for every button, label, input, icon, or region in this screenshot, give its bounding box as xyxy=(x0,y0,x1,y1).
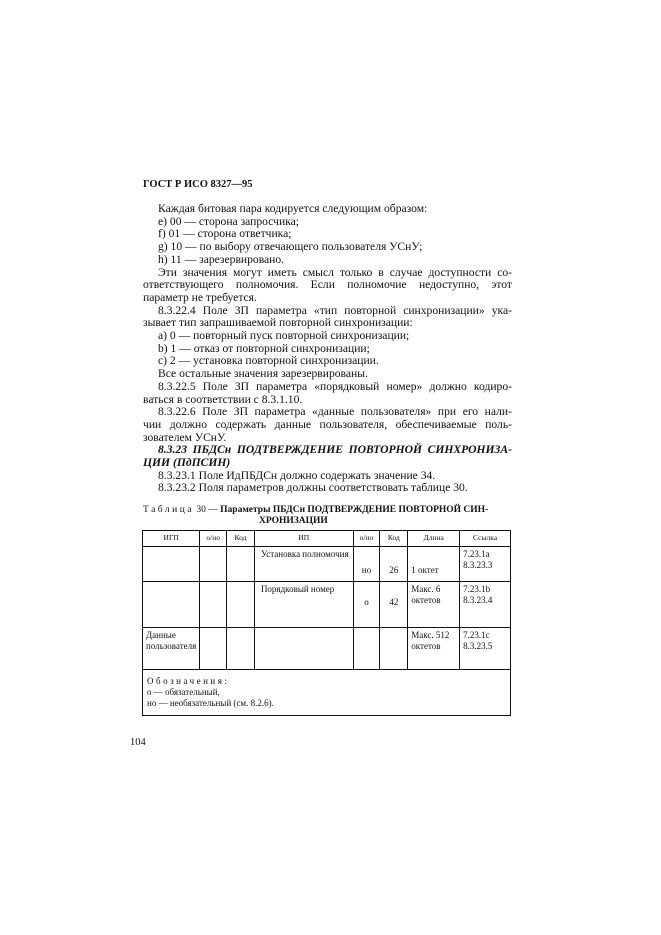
text-line: 8.3.22.6 Поле ЗП параметра «данные пользователя» при его нали- xyxy=(158,405,512,419)
text-line: Эти значения могут иметь смысл только в случае доступности со- xyxy=(158,265,512,279)
page-number: 104 xyxy=(130,737,146,748)
body-text xyxy=(143,203,512,495)
text-line: ваться в соответствии с 8.3.1.10. xyxy=(143,392,303,406)
text-line: 8.3.23.1 Поле ИдПБДСн должно содержать значение 34. xyxy=(158,468,436,482)
note-item: о — обязательный, xyxy=(147,687,220,697)
notes-title: Обозначения: xyxy=(147,676,230,686)
text-line: 8.3.22.4 Поле ЗП параметра «тип повторной синхронизации» ука- xyxy=(158,303,512,317)
text-line: 8.3.22.5 Поле ЗП параметра «порядковый номер» должно кодиро- xyxy=(158,379,512,393)
list-item: a) 0 — повторный пуск повторной синхронизации; xyxy=(158,329,410,343)
list-item: f) 01 — сторона ответчика; xyxy=(158,227,292,241)
parameters-table xyxy=(142,530,511,716)
table-header-row: ИГП о/но Код ИП о/но Код Длина Ссылка xyxy=(143,531,511,547)
text-line: зывает тип запрашиваемой повторной синхронизации: xyxy=(143,316,413,330)
document-header: ГОСТ Р ИСО 8327—95 xyxy=(143,179,253,190)
list-item: e) 00 — сторона запросчика; xyxy=(158,214,300,228)
note-item: но — необязательный (см. 8.2.6). xyxy=(147,698,274,708)
text-line: Все остальные значения зарезервированы. xyxy=(158,367,368,381)
table-caption: Таблица 30 — Параметры ПБДСн ПОДТВЕРЖДЕНИЕ ПОВТОРНОЙ СИН- ХРОНИЗАЦИИ xyxy=(143,505,489,526)
list-item: h) 11 — зарезервировано. xyxy=(158,252,285,266)
list-item: g) 10 — по выбору отвечающего пользователя УСнУ; xyxy=(158,240,423,254)
text-line: параметр не требуется. xyxy=(143,290,257,304)
text-line: зователем УСнУ. xyxy=(143,430,227,444)
text-line: Каждая битовая пара кодируется следующим образом: xyxy=(158,202,428,215)
table-row: Данные пользователя Макс. 512 октетов 7.23.1c 8.3.23.5 xyxy=(143,628,511,670)
text-line: 8.3.23.2 Поля параметров должны соответствовать таблице 30. xyxy=(158,481,468,495)
list-item: c) 2 — установка повторной синхронизации. xyxy=(158,354,379,368)
list-item: b) 1 — отказ от повторной синхронизации; xyxy=(158,341,370,355)
table-row: Порядковый номер о 42 Макс. 6 октетов 7.23.1b 8.3.23.4 xyxy=(143,582,511,628)
section-heading: ЦИИ (ПдПСИН) xyxy=(143,456,231,470)
table-row: Установка полномочия но 26 1 октет 7.23.1a 8.3.23.3 xyxy=(143,547,511,582)
text-line: ответствующего полномочия. Если полномочие недоступно, этот xyxy=(143,278,512,292)
text-line: чии должно содержать данные пользователя, обеспечиваемые поль- xyxy=(143,417,512,431)
section-heading: 8.3.23 ПБДСн ПОДТВЕРЖДЕНИЕ ПОВТОРНОЙ СИНХРОНИЗА- xyxy=(158,443,512,457)
table-notes-row xyxy=(143,670,511,716)
